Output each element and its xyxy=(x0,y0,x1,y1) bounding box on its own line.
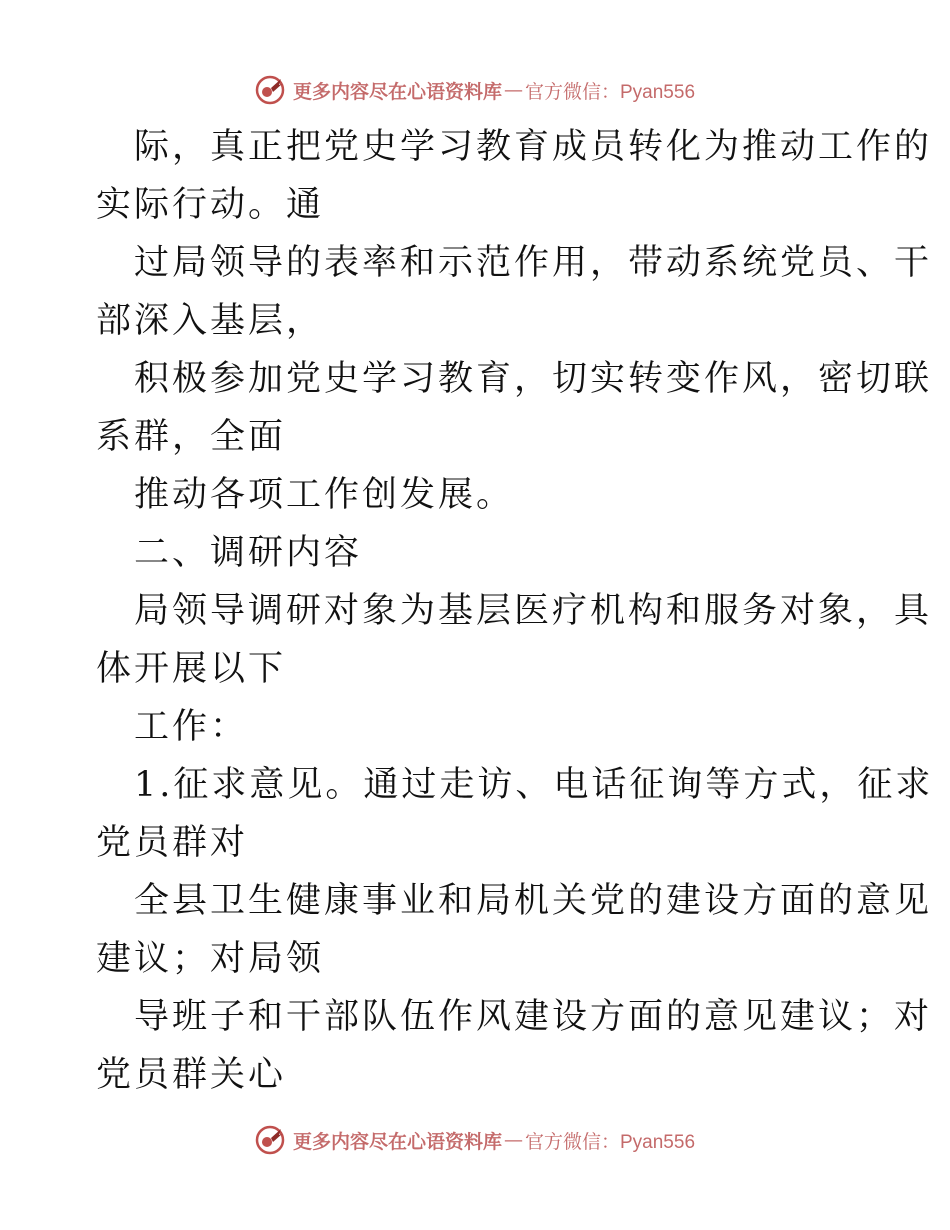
watermark-wechat: 官方微信：Pyan556 xyxy=(525,1131,696,1153)
text-line: 导班子和干部队伍作风建设方面的意见建议；对 xyxy=(134,997,933,1037)
text-line: 过局领导的表率和示范作用，带动系统党员、干 xyxy=(134,243,933,283)
text-line: 际，真正把党史学习教育成员转化为推动工作的 xyxy=(134,127,933,167)
text-line: 建议；对局领 xyxy=(96,939,325,979)
text-line: 局领导调研对象为基层医疗机构和服务对象，具 xyxy=(134,591,933,631)
text-line: 工作： xyxy=(134,707,249,747)
watermark-wechat: 官方微信：Pyan556 xyxy=(525,81,696,103)
document-body xyxy=(96,118,934,1104)
watermark-dash: — xyxy=(504,79,523,101)
text-line: 党员群关心 xyxy=(96,1055,287,1095)
text-line: 系群，全面 xyxy=(96,417,287,457)
text-line: 积极参加党史学习教育，切实转变作风，密切联 xyxy=(134,359,933,399)
text-line: 全县卫生健康事业和局机关党的建设方面的意见 xyxy=(134,881,933,921)
brand-logo-icon xyxy=(255,1125,285,1155)
watermark-text: 更多内容尽在心语资料库 xyxy=(292,1130,502,1153)
text-line: 推动各项工作创发展。 xyxy=(134,475,515,515)
header-watermark xyxy=(0,70,950,110)
text-line: 二、调研内容 xyxy=(134,533,363,573)
text-line: 实际行动。通 xyxy=(96,185,325,225)
footer-watermark xyxy=(0,1120,950,1160)
text-line: 部深入基层， xyxy=(96,301,325,341)
text-line: 体开展以下 xyxy=(96,649,287,689)
text-line: 1.征求意见。通过走访、电话征询等方式，征求 xyxy=(134,765,934,805)
watermark-dash: — xyxy=(504,1129,523,1151)
watermark-text: 更多内容尽在心语资料库 xyxy=(292,80,502,103)
text-line: 党员群对 xyxy=(96,823,249,863)
brand-logo-icon xyxy=(255,75,285,105)
